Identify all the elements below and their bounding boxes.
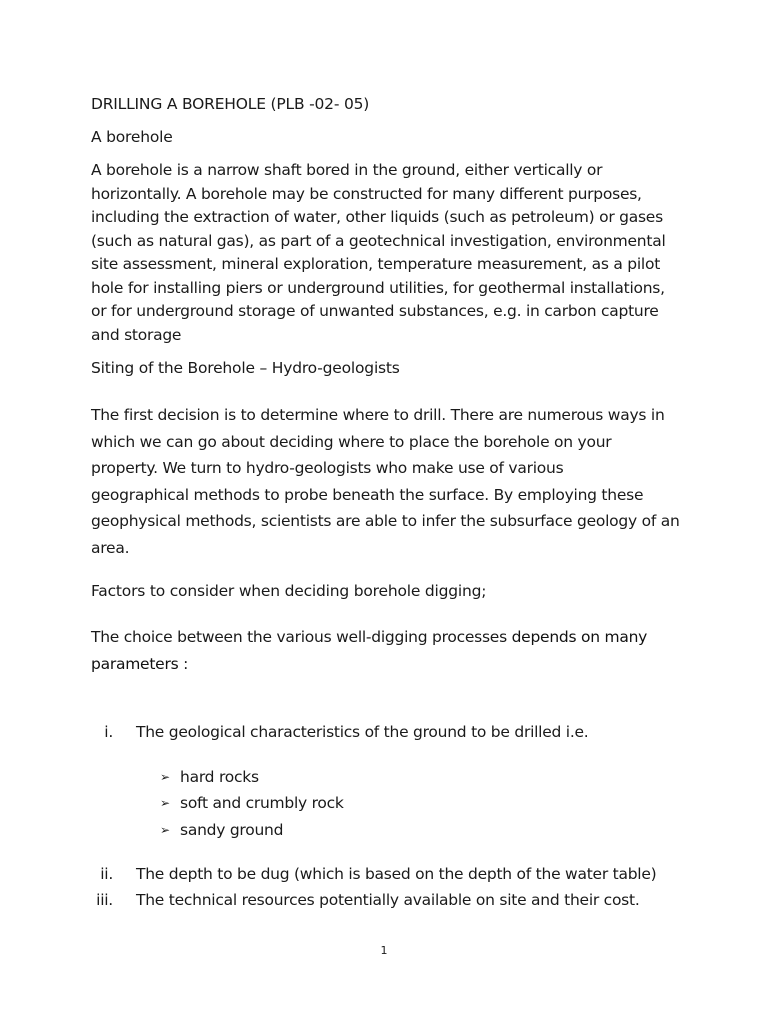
paragraph-line: property. We turn to hydro-geologists who make use of various [91, 459, 564, 477]
paragraph-line: including the extraction of water, other liquids (such as petroleum) or gases [91, 208, 663, 226]
arrow-bullet-icon: ➢ [160, 796, 170, 810]
paragraph-line: site assessment, mineral exploration, temperature measurement, as a pilot [91, 255, 661, 273]
paragraph-line: (such as natural gas), as part of a geotechnical investigation, environmental [91, 231, 666, 250]
page-number: 1 [380, 944, 388, 957]
paragraph-line: The first decision is to determine where to drill. There are numerous ways in [91, 406, 665, 424]
paragraph-line: hole for installing piers or underground utilities, for geothermal installations, [91, 278, 665, 297]
list-numeral: iii. [96, 891, 113, 909]
bullet-item-soft-rock [160, 794, 344, 812]
paragraph-line: geophysical methods, scientists are able to infer the subsurface geology of an [91, 512, 680, 530]
paragraph-line: A borehole is a narrow shaft bored in the ground, either vertically or [91, 161, 603, 179]
list-item-text: The geological characteristics of the ground to be drilled i.e. [136, 723, 589, 741]
list-item-text: The depth to be dug (which is based on the depth of the water table) [136, 865, 657, 883]
paragraph-line [91, 651, 691, 678]
document-title: DRILLING A BOREHOLE (PLB -02- 05) [91, 95, 370, 113]
paragraph-line: geographical methods to probe beneath the surface. By employing these [91, 485, 644, 504]
bullet-item-text: soft and crumbly rock [180, 794, 344, 812]
intro-emphasis-text-2: parameters [91, 654, 179, 673]
paragraph-line: area. [91, 538, 130, 557]
intro-plain-text: The choice between the various well-digging processes [91, 628, 512, 646]
arrow-bullet-icon: ➢ [160, 770, 170, 784]
list-numeral: ii. [100, 865, 113, 883]
intro-emphasis-text: depends on many [511, 628, 648, 646]
section-heading-factors: Factors to consider when deciding borehole digging; [91, 582, 487, 600]
section-heading-a-borehole: A borehole [91, 128, 173, 146]
intro-tail-text: : [178, 654, 189, 673]
paragraph-line: or for underground storage of unwanted substances, e.g. in carbon capture [91, 302, 659, 320]
bullet-item-text: sandy ground [180, 821, 284, 839]
paragraph-line: and storage [91, 325, 182, 344]
paragraph-line [91, 624, 691, 651]
paragraph-borehole-definition [91, 159, 691, 347]
bullet-item-hard-rocks [160, 768, 259, 786]
paragraph-line: horizontally. A borehole may be constructed for many different purposes, [91, 184, 642, 203]
arrow-bullet-icon: ➢ [160, 823, 170, 837]
paragraph-line: which we can go about deciding where to place the borehole on your [91, 432, 612, 451]
section-heading-siting: Siting of the Borehole – Hydro-geologists [91, 359, 400, 377]
list-numeral: i. [104, 723, 113, 741]
list-item-text: The technical resources potentially available on site and their cost. [136, 891, 640, 909]
bullet-item-sandy-ground [160, 821, 283, 839]
paragraph-factors-intro [91, 624, 691, 677]
paragraph-siting [91, 402, 691, 561]
bullet-item-text: hard rocks [180, 768, 259, 786]
